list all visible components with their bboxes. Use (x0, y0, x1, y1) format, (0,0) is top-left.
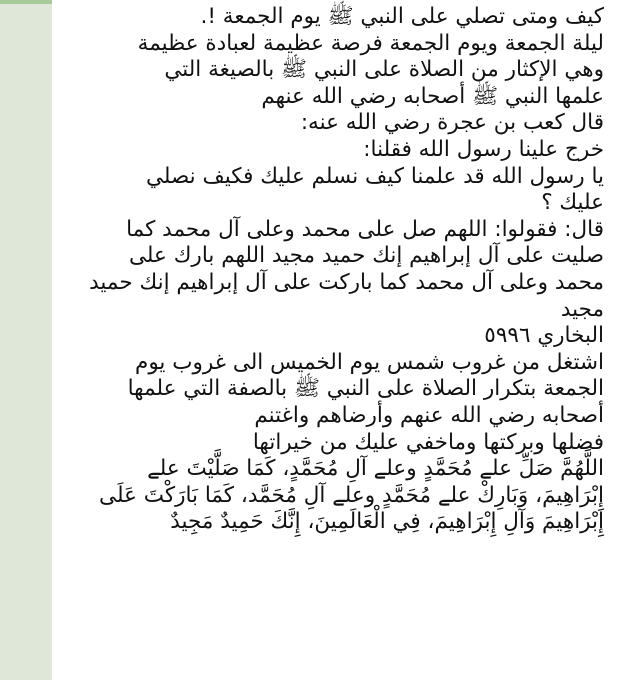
message-bubble (52, 0, 618, 680)
message-line: إِبْرَاهِيمَ، وَبَارِكْ علے مُحَمَّدٍ وعلے آلِ مُحَمَّد، كَمَا بَارَكْتَ عَلَى (99, 482, 604, 508)
message-line: الجمعة بتكرار الصلاة على النبي ﷺ بالصفة التي علمها (127, 376, 604, 402)
message-line: وهي الإكثار من الصلاة على النبي ﷺ بالصيغة التي (164, 57, 604, 83)
message-line: اشتغل من غروب شمس يوم الخميس الى غروب يوم (135, 349, 604, 375)
message-line: خرج علينا رسول الله فقلنا: (363, 136, 604, 162)
message-line: إِبْرَاهِيمَ وَآلِ إِبْرَاهِيمَ، فِي الْعَالَمِينَ، إِنَّكَ حَمِيدٌ مَجِيدٌ (170, 509, 604, 535)
message-line: ليلة الجمعة ويوم الجمعة فرصة عظيمة لعبادة عظيمة (137, 30, 604, 56)
message-line: مجيد (560, 296, 604, 322)
message-line: قال: فقولوا: اللهم صل على محمد وعلى آل محمد كما (126, 216, 604, 242)
message-line: صليت على آل إبراهيم إنك حميد مجيد اللهم بارك على (129, 243, 604, 269)
message-line: كيف ومتى تصلي على النبي ﷺ يوم الجمعة !. (200, 4, 604, 29)
message-line: فضلها وبركتها وماخفي عليك من خيراتها (252, 429, 604, 455)
message-line: علمها النبي ﷺ أصحابه رضي الله عنهم (261, 83, 604, 109)
message-text (62, 4, 604, 536)
message-line: يا رسول الله قد علمنا كيف نسلم عليك فكيف نصلي (146, 163, 604, 189)
message-line: عليك ؟ (541, 190, 604, 216)
message-line: البخاري ٥٩٩٦ (484, 323, 604, 349)
message-line: محمد وعلى آل محمد كما باركت على آل إبراهيم إنك حميد (89, 269, 604, 295)
message-line: قال كعب بن عجرة رضي الله عنه: (300, 110, 604, 136)
message-line: أصحابه رضي الله عنهم وأرضاهم واغتنم (254, 402, 604, 428)
message-line: اللَّهُمَّ صَلِّ علے مُحَمَّدٍ وعلے آلِ مُحَمَّدٍ، كَمَا صَلَّيْتَ علے (147, 456, 604, 482)
